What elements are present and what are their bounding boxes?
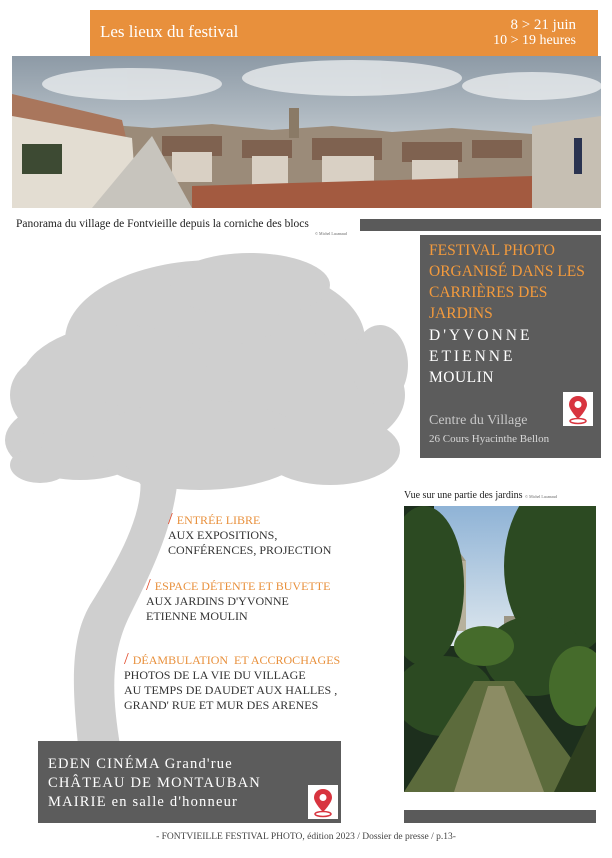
location-address: 26 Cours Hyacinthe Bellon xyxy=(429,433,550,445)
garden-name-line1: D'YVONNE xyxy=(429,327,533,344)
venue-eden-cinema: EDEN CINÉMA Grand'rue xyxy=(48,756,233,772)
slash-icon: / xyxy=(146,575,151,594)
header-title: Les lieux du festival xyxy=(100,22,239,41)
header-dates xyxy=(493,18,576,48)
garden-credit: © Michel Lacanaud xyxy=(525,494,557,499)
festival-hours: 10 > 19 heures xyxy=(493,33,576,48)
info-item-entree xyxy=(168,511,331,558)
map-pin-icon xyxy=(563,392,593,426)
info-line: CONFÉRENCES, PROJECTION xyxy=(168,543,332,557)
slash-icon: / xyxy=(168,509,173,528)
garden-caption xyxy=(404,490,557,501)
panorama-caption: Panorama du village de Fontvieille depuis la corniche des blocs xyxy=(16,218,309,230)
venue-chateau: CHÂTEAU DE MONTAUBAN xyxy=(48,775,261,791)
map-pin-icon xyxy=(308,785,338,819)
decorative-bar xyxy=(404,810,596,823)
info-line: PHOTOS DE LA VIE DU VILLAGE xyxy=(124,668,306,682)
panorama-photo xyxy=(12,56,601,208)
decorative-bar xyxy=(360,219,601,231)
info-line: AUX EXPOSITIONS, xyxy=(168,528,278,542)
panorama-credit: © Michel Lacanaud xyxy=(315,231,347,236)
info-heading: DÉAMBULATION ET ACCROCHAGES xyxy=(132,653,341,667)
info-heading: ESPACE DÉTENTE ET BUVETTE xyxy=(154,579,331,593)
slash-icon: / xyxy=(124,649,129,668)
garden-name xyxy=(429,325,599,388)
page-footer: - FONTVIEILLE FESTIVAL PHOTO, édition 2023 / Dossier de presse / p.13- xyxy=(156,832,456,842)
info-line: AU TEMPS DE DAUDET AUX HALLES , xyxy=(124,683,338,697)
location-name: Centre du Village xyxy=(429,413,528,428)
garden-name-line3: MOULIN xyxy=(429,369,494,386)
venues-box xyxy=(38,741,341,823)
info-line: ETIENNE MOULIN xyxy=(146,609,248,623)
info-heading: ENTRÉE LIBRE xyxy=(176,513,261,527)
garden-caption-text: Vue sur une partie des jardins xyxy=(404,490,523,501)
info-line: AUX JARDINS D'YVONNE xyxy=(146,594,289,608)
festival-location-box xyxy=(420,235,601,458)
festival-heading: FESTIVAL PHOTO ORGANISÉ DANS LES CARRIÈRES DES JARDINS xyxy=(429,242,585,322)
venue-mairie: MAIRIE en salle d'honneur xyxy=(48,794,239,810)
festival-dates: 8 > 21 juin xyxy=(510,17,576,33)
info-item-detente xyxy=(146,577,330,624)
garden-photo xyxy=(404,506,596,792)
garden-name-line2: ETIENNE xyxy=(429,348,516,365)
info-item-deambulation xyxy=(124,651,340,713)
info-line: GRAND' RUE ET MUR DES ARENES xyxy=(124,698,319,712)
